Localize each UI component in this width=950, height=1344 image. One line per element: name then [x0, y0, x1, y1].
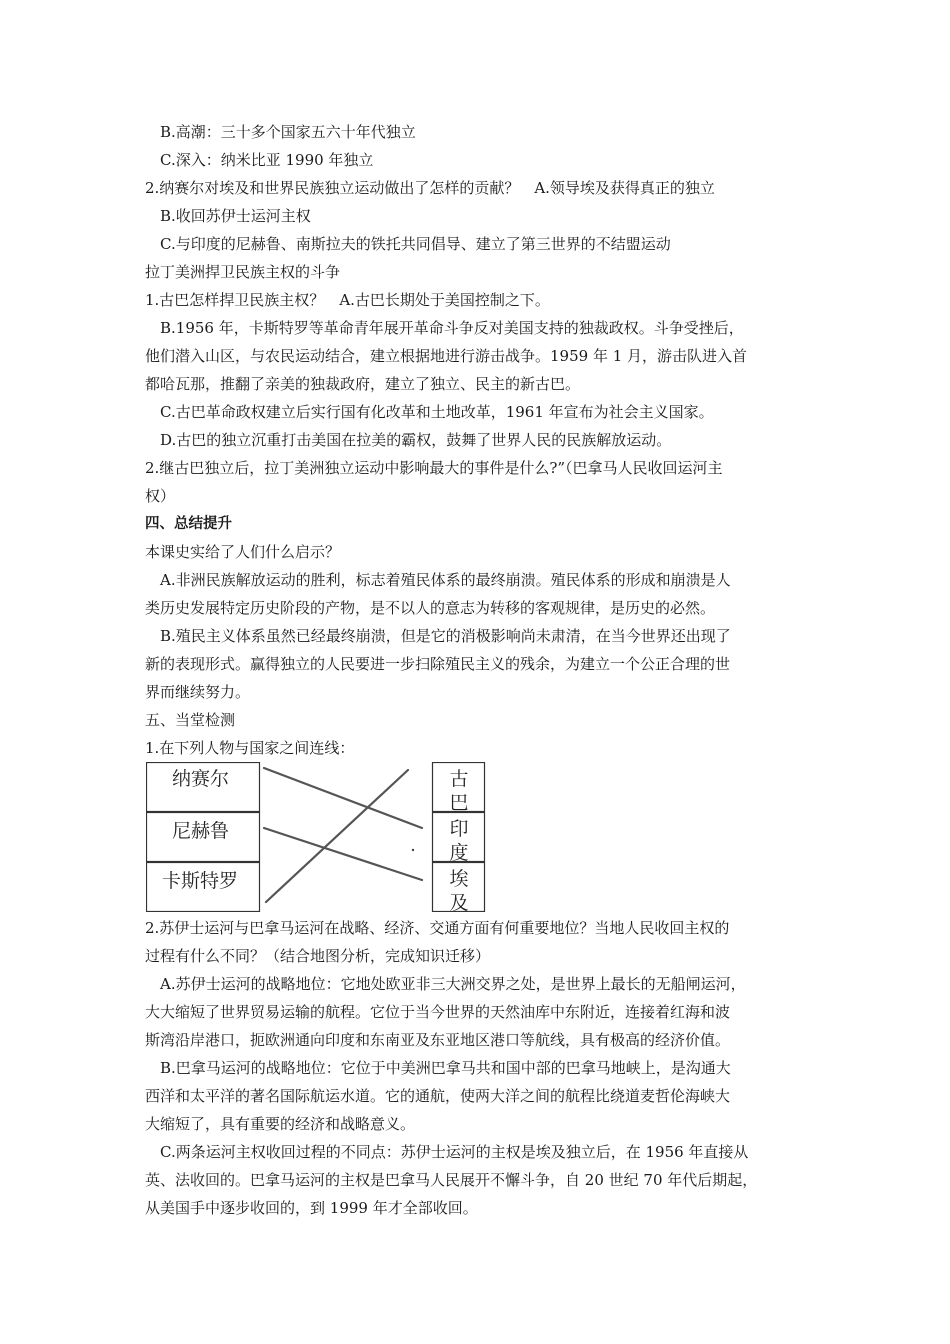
country-char: 度 [449, 842, 469, 864]
text-line: C.与印度的尼赫鲁、南斯拉夫的铁托共同倡导、建立了第三世界的不结盟运动 [160, 235, 671, 253]
person-name: 卡斯特罗 [162, 870, 239, 892]
text-line: 界而继续努力。 [145, 683, 251, 701]
country-char: 及 [449, 892, 469, 914]
country-char: 古 [449, 768, 469, 790]
text-line: 新的表现形式。赢得独立的人民要进一步扫除殖民主义的残余，为建立一个公正合理的世 [145, 655, 731, 673]
text-line: B.收回苏伊士运河主权 [160, 207, 311, 225]
country-char: 印 [449, 818, 469, 840]
text-line: D.古巴的独立沉重打击美国在拉美的霸权，鼓舞了世界人民的民族解放运动。 [160, 431, 672, 449]
section-subtitle: 拉丁美洲捍卫民族主权的斗争 [145, 263, 341, 281]
text-line: 权） [145, 487, 176, 505]
country-char: 巴 [449, 792, 469, 814]
section-heading: 五、当堂检测 [145, 711, 236, 729]
person-name: 纳赛尔 [172, 768, 230, 790]
question-line: 1.在下列人物与国家之间连线： [145, 739, 355, 757]
text-line: 大大缩短了世界贸易运输的航程。它位于当今世界的天然油库中东附近，连接着红海和波 [145, 1003, 731, 1021]
text-line: 本课史实给了人们什么启示？ [145, 543, 341, 561]
text-line: 西洋和太平洋的著名国际航运水道。它的通航，使两大洋之间的航程比绕道麦哲伦海峡大 [145, 1087, 731, 1105]
text-line: 都哈瓦那，推翻了亲美的独裁政府，建立了独立、民主的新古巴。 [145, 375, 581, 393]
question-line: 2.继古巴独立后，拉丁美洲独立运动中影响最大的事件是什么?”（巴拿马人民收回运河主 [145, 459, 723, 477]
text-line: B.巴拿马运河的战略地位：它位于中美洲巴拿马共和国中部的巴拿马地峡上，是沟通大 [160, 1059, 731, 1077]
matching-exercise [146, 762, 486, 912]
person-name: 尼赫鲁 [172, 820, 230, 842]
text-line: 英、法收回的。巴拿马运河的主权是巴拿马人民展开不懈斗争，自 20 世纪 70 年代后期起， [145, 1171, 758, 1189]
text-line: A.非洲民族解放运动的胜利，标志着殖民体系的最终崩溃。殖民体系的形成和崩溃是人 [160, 571, 731, 589]
text-line: B.殖民主义体系虽然已经最终崩溃，但是它的消极影响尚未肃清，在当今世界还出现了 [160, 627, 731, 645]
country-char: 埃 [449, 868, 469, 890]
text-line: C.深入：纳米比亚 1990 年独立 [160, 151, 374, 169]
text-line: B.高潮：三十多个国家五六十年代独立 [160, 123, 416, 141]
question-line: 2.苏伊士运河与巴拿马运河在战略、经济、交通方面有何重要地位？当地人民收回主权的 [145, 919, 730, 937]
text-line: B.1956 年，卡斯特罗等革命青年展开革命斗争反对美国支持的独裁政权。斗争受挫后， [160, 319, 744, 337]
text-line: 他们潜入山区，与农民运动结合，建立根据地进行游击战争。1959 年 1 月，游击队进入首 [145, 347, 748, 365]
connecting-line [264, 768, 422, 828]
question-line: 2.纳赛尔对埃及和世界民族独立运动做出了怎样的贡献？ A.领导埃及获得真正的独立 [145, 179, 715, 197]
text-line: 大缩短了，具有重要的经济和战略意义。 [145, 1115, 416, 1133]
text-line: C.古巴革命政权建立后实行国有化改革和土地改革，1961 年宣布为社会主义国家。 [160, 403, 714, 421]
text-line: A.苏伊士运河的战略地位：它地处欧亚非三大洲交界之处，是世界上最长的无船闸运河， [160, 975, 746, 993]
text-line: 从美国手中逐步收回的，到 1999 年才全部收回。 [145, 1199, 478, 1217]
text-line: C.两条运河主权收回过程的不同点：苏伊士运河的主权是埃及独立后，在 1956 年直接从 [160, 1143, 749, 1161]
text-line: 类历史发展特定历史阶段的产物，是不以人的意志为转移的客观规律，是历史的必然。 [145, 599, 716, 617]
question-line: 1.古巴怎样捍卫民族主权？ A.古巴长期处于美国控制之下。 [145, 291, 550, 309]
section-heading: 四、总结提升 [145, 516, 232, 532]
connecting-line [264, 828, 422, 880]
text-line: 斯湾沿岸港口，扼欧洲通向印度和东南亚及东亚地区港口等航线，具有极高的经济价值。 [145, 1031, 731, 1049]
text-line: 过程有什么不同？（结合地图分析，完成知识迁移） [145, 947, 491, 965]
